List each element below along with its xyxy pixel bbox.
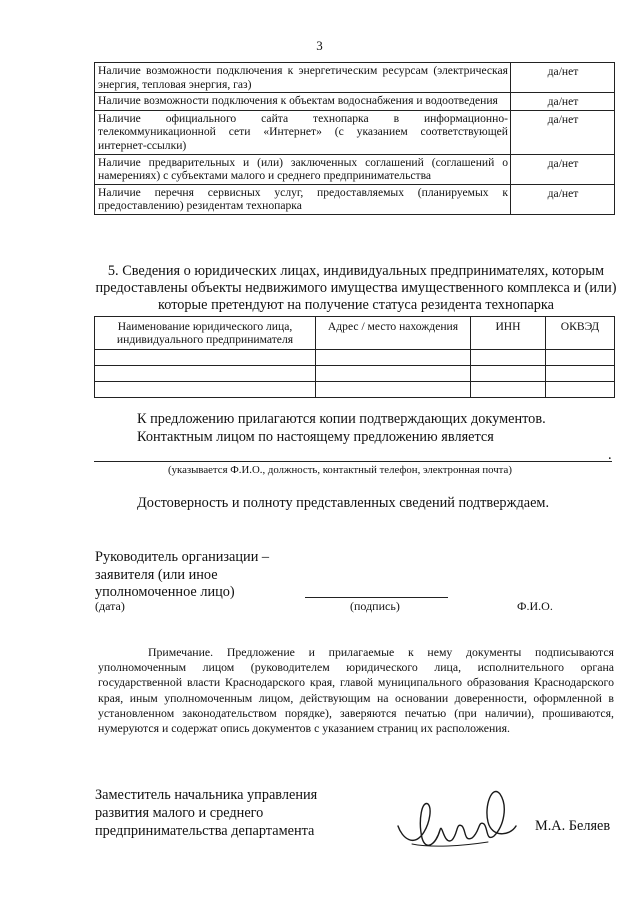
table-row xyxy=(95,184,615,214)
table-row xyxy=(95,350,615,366)
column-header-okved: ОКВЭД xyxy=(546,317,615,350)
criteria-question: Наличие предварительных и (или) заключенных соглашений (соглашений о намерениях) с субъектами малого и среднего предпринимательства xyxy=(95,154,511,184)
section-5-title: 5. Сведения о юридических лицах, индивидуальных предпринимателях, которым предоставлены объекты недвижимого имущества имущественного комплекса и (или) которые претендуют на получение статуса резидента технопарка xyxy=(95,263,617,313)
signatory-line-3: уполномоченное лицо) xyxy=(95,584,235,600)
criteria-answer: да/нет xyxy=(511,63,615,93)
signatory-line-2: заявителя (или иное xyxy=(95,567,218,583)
signature-label: (подпись) xyxy=(350,599,400,613)
footer-name: М.А. Беляев xyxy=(535,818,611,834)
table-row xyxy=(95,366,615,382)
handwritten-signature xyxy=(392,786,522,866)
table-row xyxy=(95,110,615,154)
criteria-table xyxy=(94,62,615,215)
column-header-inn: ИНН xyxy=(471,317,546,350)
column-header-name: Наименование юридического лица, индивидуального предпринимателя xyxy=(95,317,316,350)
note-paragraph: Примечание. Предложение и прилагаемые к нему документы подписываются уполномоченным лицом (руководителем юридического лица, исполнительного органа государственной власти Краснодарского края, главой муниципального образования Краснодарского края, иным уполномоченным лицом, действующим на основании доверенности, оформленной в установленном законодательством порядке), заверяются печатью (при наличии), прошиваются, нумеруются и содержат опись документов с указанием страниц их расположения. xyxy=(98,645,614,736)
signatory-line-1: Руководитель организации – xyxy=(95,549,270,565)
date-label: (дата) xyxy=(95,599,125,613)
confirm-text: Достоверность и полноту представленных сведений подтверждаем. xyxy=(137,495,550,511)
column-header-address: Адрес / место нахождения xyxy=(316,317,471,350)
footer-position-line-3: предпринимательства департамента xyxy=(95,823,315,839)
criteria-question: Наличие возможности подключения к объектам водоснабжения и водоотведения xyxy=(95,93,511,111)
page-number: 3 xyxy=(316,38,323,53)
table-row xyxy=(95,154,615,184)
footer-position-line-2: развития малого и среднего xyxy=(95,805,264,821)
name-label: Ф.И.О. xyxy=(517,599,553,613)
table-row xyxy=(95,63,615,93)
contact-hint: (указывается Ф.И.О., должность, контактный телефон, электронная почта) xyxy=(168,464,512,476)
contact-line xyxy=(94,461,612,462)
contact-dot: . xyxy=(608,447,612,463)
criteria-question: Наличие возможности подключения к энергетическим ресурсам (электрическая энергия, тепловая энергия, газ) xyxy=(95,63,511,93)
criteria-answer: да/нет xyxy=(511,154,615,184)
criteria-answer: да/нет xyxy=(511,110,615,154)
signature-line xyxy=(305,597,448,598)
table-row xyxy=(95,382,615,398)
criteria-answer: да/нет xyxy=(511,184,615,214)
table-header-row xyxy=(95,317,615,350)
criteria-answer: да/нет xyxy=(511,93,615,111)
residents-table xyxy=(94,316,615,398)
table-row xyxy=(95,93,615,111)
criteria-question: Наличие перечня сервисных услуг, предоставляемых (планируемых к предоставлению) резидентам технопарка xyxy=(95,184,511,214)
criteria-question: Наличие официального сайта технопарка в информационно-телекоммуникационной сети «Интернет» (с указанием соответствующей интернет-ссылки) xyxy=(95,110,511,154)
attachments-text: К предложению прилагаются копии подтверждающих документов. xyxy=(137,411,546,427)
footer-position-line-1: Заместитель начальника управления xyxy=(95,787,318,803)
contact-text: Контактным лицом по настоящему предложению является xyxy=(137,429,494,445)
